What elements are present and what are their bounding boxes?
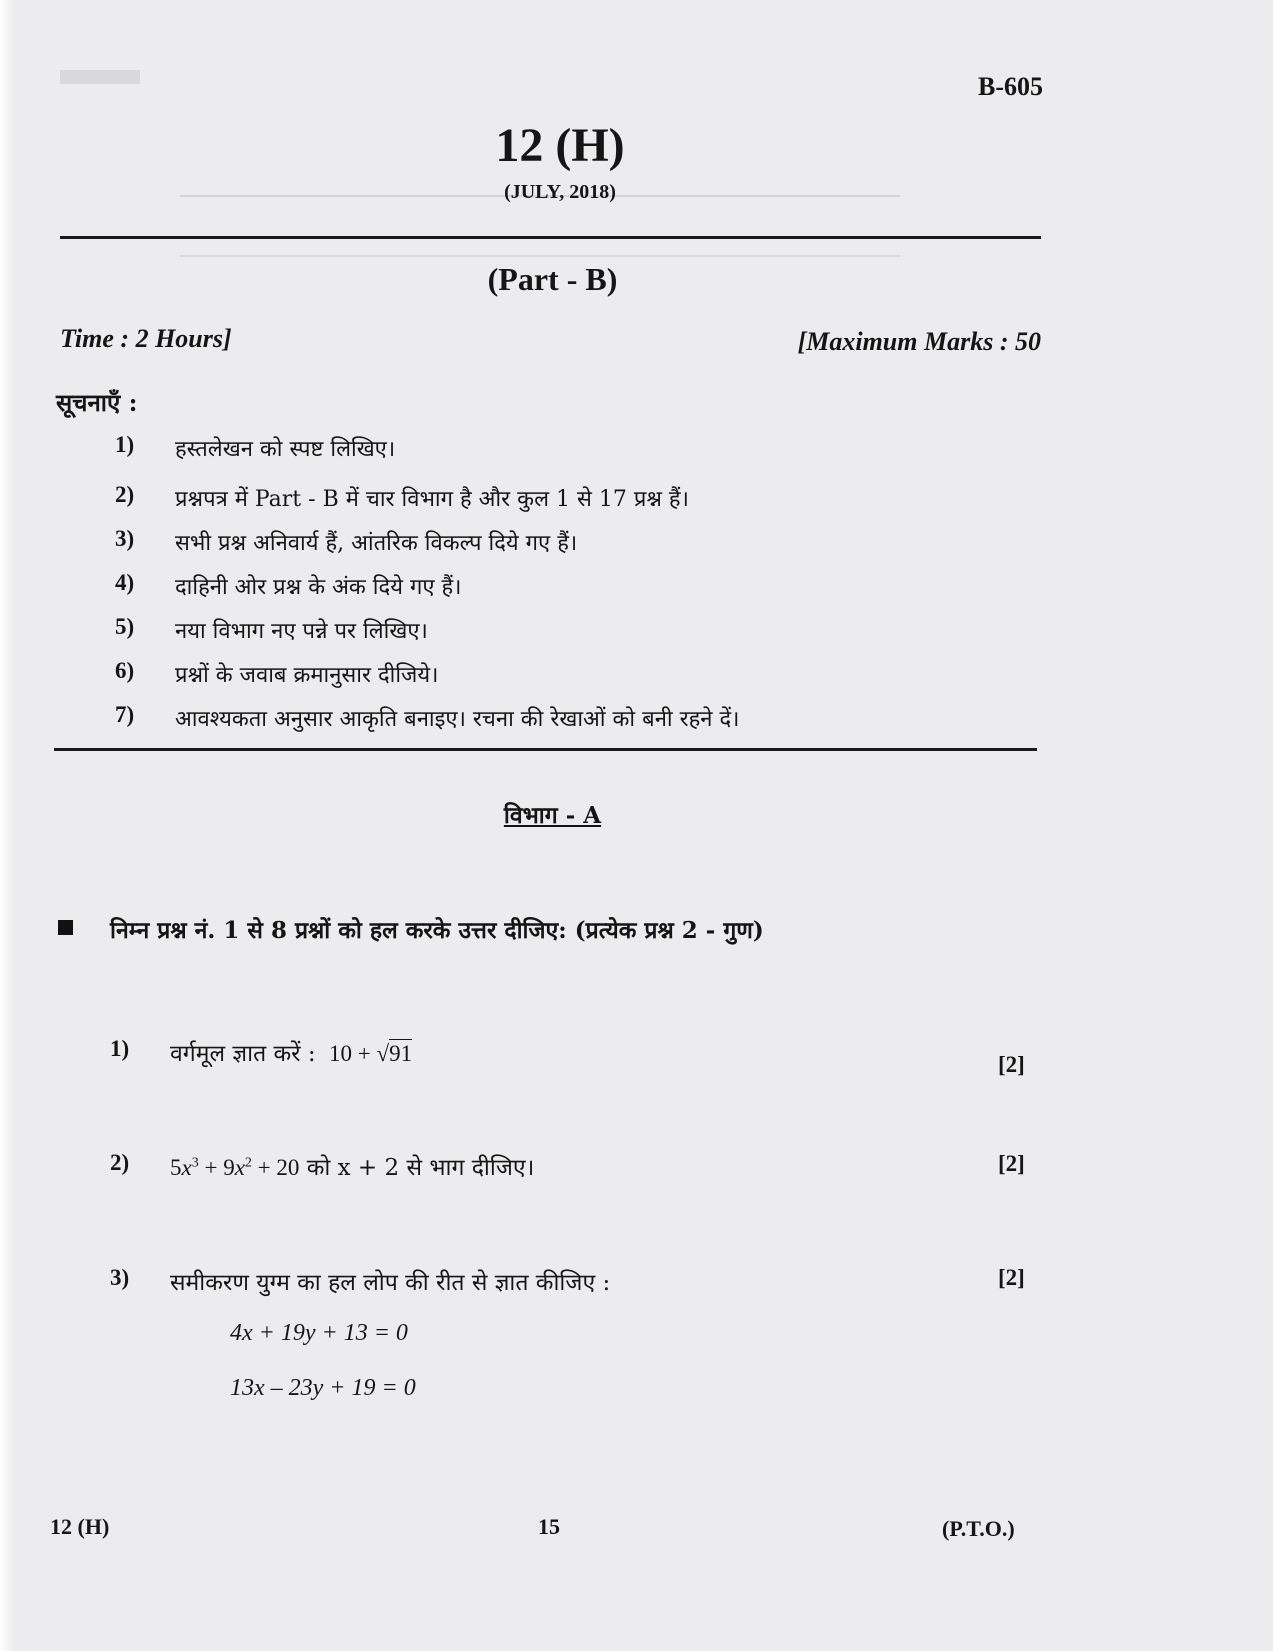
instruction-text: प्रश्नों के जवाब क्रमानुसार दीजिये। [175, 663, 439, 688]
instruction-text: आवश्यकता अनुसार आकृति बनाइए। रचना की रेखाओं को बनी रहने दें। [175, 707, 740, 732]
maximum-marks: [Maximum Marks : 50 [797, 327, 1041, 356]
instruction-number: 3) [115, 526, 135, 551]
paper-code: B-605 [978, 72, 1043, 101]
section-directive: निम्न प्रश्न नं. 1 से 8 प्रश्नों को हल करके उत्तर दीजिए: (प्रत्येक प्रश्न 2 - गुण) [110, 917, 764, 944]
instruction-number: 6) [115, 658, 135, 683]
time-allowed: Time : 2 Hours] [60, 324, 232, 353]
question-marks: [2] [998, 1151, 1025, 1176]
expression-term: 10 + [328, 1041, 371, 1066]
math-expression [329, 1041, 412, 1066]
question-marks: [2] [998, 1265, 1025, 1290]
radicand: 91 [389, 1041, 413, 1066]
instruction-number: 5) [115, 614, 135, 639]
instruction-number: 7) [115, 702, 135, 727]
square-root-icon: √ [376, 1041, 390, 1066]
page-title: 12 (H) [495, 119, 625, 172]
footer-subject: 12 (H) [50, 1514, 110, 1539]
instruction-text: हस्तलेखन को स्पष्ट लिखिए। [175, 437, 396, 462]
question-number: 2) [110, 1150, 130, 1175]
question-prompt: को x + 2 से भाग दीजिए। [306, 1155, 535, 1181]
section-heading: विभाग - A [503, 802, 602, 829]
instruction-number: 2) [115, 482, 135, 507]
question-number: 3) [110, 1265, 130, 1290]
equation: 4x + 19y + 13 = 0 [230, 1320, 408, 1346]
square-bullet-icon [58, 920, 73, 935]
question-number: 1) [110, 1036, 130, 1061]
instruction-text: सभी प्रश्न अनिवार्य हैं, आंतरिक विकल्प दिये गए हैं। [175, 531, 578, 556]
polynomial-expression: $5x^3 + 9x^2 + 20$ [170, 1155, 300, 1180]
instruction-number: 4) [115, 570, 135, 595]
instruction-number: 1) [115, 432, 135, 457]
header-divider [60, 236, 1041, 239]
instruction-text: नया विभाग नए पन्ने पर लिखिए। [175, 619, 428, 644]
question-text [170, 1150, 534, 1182]
question-text: समीकरण युग्म का हल लोप की रीत से ज्ञात कीजिए : [170, 1270, 611, 1296]
instruction-text: प्रश्नपत्र में Part - B में चार विभाग है और कुल 1 से 17 प्रश्न हैं। [175, 487, 689, 512]
instructions-divider [54, 748, 1037, 751]
bleed-through-mark [60, 70, 140, 84]
equation: 13x – 23y + 19 = 0 [230, 1375, 416, 1401]
question-prompt: वर्गमूल ज्ञात करें : [170, 1041, 316, 1067]
part-label: (Part - B) [487, 261, 618, 297]
pto-label: (P.T.O.) [942, 1516, 1015, 1541]
question-text [170, 1036, 412, 1068]
bleed-through-mark [180, 255, 900, 257]
question-marks: [2] [998, 1052, 1025, 1077]
instructions-heading: सूचनाएँ : [56, 388, 138, 417]
instruction-text: दाहिनी ओर प्रश्न के अंक दिये गए हैं। [175, 575, 462, 600]
page-number: 15 [538, 1514, 560, 1539]
exam-date: (JULY, 2018) [504, 181, 616, 203]
